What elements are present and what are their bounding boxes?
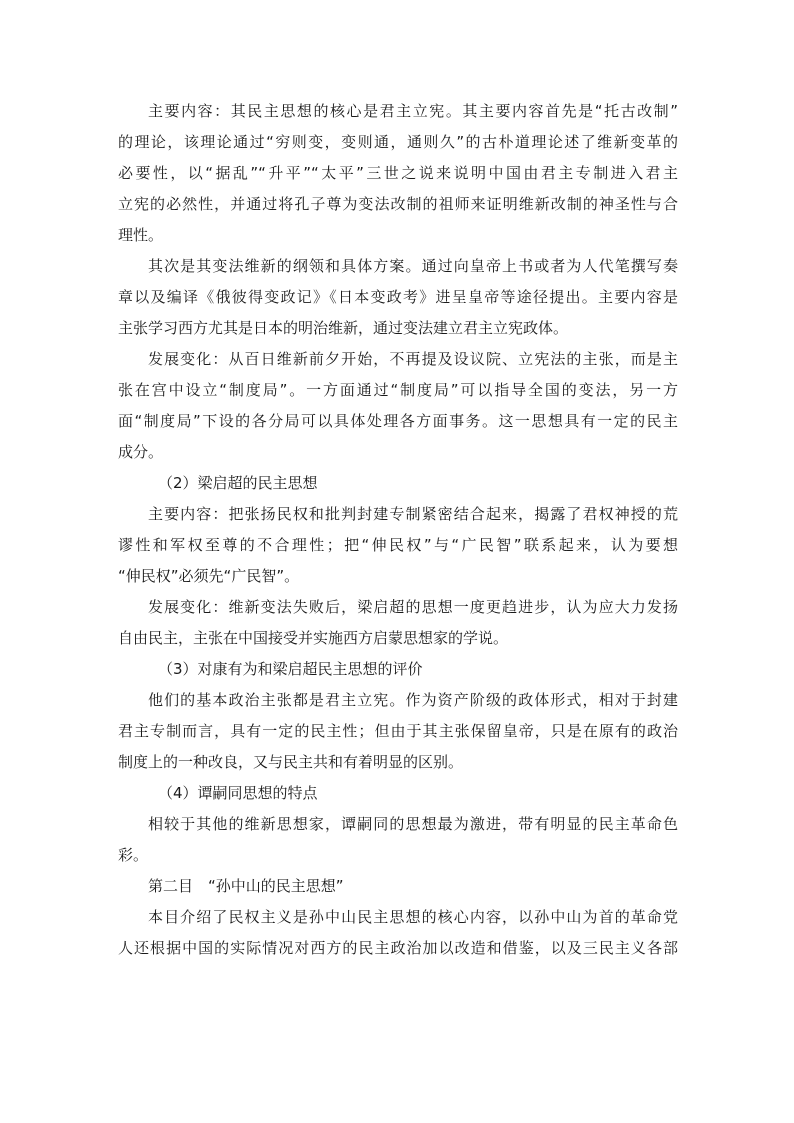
text-line: 本目介绍了民权主义是孙中山民主思想的核心内容，以孙中山为首的革命党 bbox=[148, 908, 678, 926]
text-line: 必要性，以“据乱”“升平”“太平”三世之说来说明中国由君主专制进入君主 bbox=[118, 164, 678, 182]
text-line: 人还根据中国的实际情况对西方的民主政治加以改造和借鉴，以及三民主义各部 bbox=[118, 939, 678, 957]
text-line: 相较于其他的维新思想家，谭嗣同的思想最为激进，带有明显的民主革命色 bbox=[148, 815, 678, 833]
text-line: 主张学习西方尤其是日本的明治维新，通过变法建立君主立宪政体。 bbox=[118, 319, 569, 337]
text-line: （3）对康有为和梁启超民主思想的评价 bbox=[158, 660, 423, 678]
text-line: 彩。 bbox=[118, 846, 149, 864]
text-line: 自由民主，主张在中国接受并实施西方启蒙思想家的学说。 bbox=[118, 629, 509, 647]
text-line: 君主专制而言，具有一定的民主性；但由于其主张保留皇帝，只是在原有的政治 bbox=[118, 722, 678, 740]
text-line: 理性。 bbox=[118, 226, 164, 244]
text-line: 发展变化：从百日维新前夕开始，不再提及设议院、立宪法的主张，而是主 bbox=[148, 350, 678, 368]
text-line: 谬性和军权至尊的不合理性；把“伸民权”与“广民智”联系起来，认为要想 bbox=[118, 536, 678, 554]
text-line: （4）谭嗣同思想的特点 bbox=[158, 784, 318, 802]
text-line: 制度上的一种改良，又与民主共和有着明显的区别。 bbox=[118, 753, 464, 771]
text-line: 其次是其变法维新的纲领和具体方案。通过向皇帝上书或者为人代笔撰写奏 bbox=[148, 257, 678, 275]
text-line: 第二目 “孙中山的民主思想” bbox=[148, 877, 344, 895]
text-line: 章以及编译《俄彼得变政记》《日本变政考》进呈皇帝等途径提出。主要内容是 bbox=[118, 288, 678, 306]
text-line: （2）梁启超的民主思想 bbox=[158, 474, 318, 492]
document-body bbox=[118, 96, 678, 964]
text-line: 立宪的必然性，并通过将孔子尊为变法改制的祖师来证明维新改制的神圣性与合 bbox=[118, 195, 678, 213]
text-line: 面“制度局”下设的各分局可以具体处理各方面事务。这一思想具有一定的民主 bbox=[118, 412, 678, 430]
text-line: 的理论，该理论通过“穷则变，变则通，通则久”的古朴道理论述了维新变革的 bbox=[118, 133, 678, 151]
text-line: 他们的基本政治主张都是君主立宪。作为资产阶级的政体形式，相对于封建 bbox=[148, 691, 678, 709]
text-line: 张在宫中设立“制度局”。一方面通过“制度局”可以指导全国的变法，另一方 bbox=[118, 381, 678, 399]
text-line: 成分。 bbox=[118, 443, 164, 461]
text-line: 主要内容：把张扬民权和批判封建专制紧密结合起来，揭露了君权神授的荒 bbox=[148, 505, 678, 523]
text-line: 发展变化：维新变法失败后，梁启超的思想一度更趋进步，认为应大力发扬 bbox=[148, 598, 678, 616]
text-line: 主要内容：其民主思想的核心是君主立宪。其主要内容首先是“托古改制” bbox=[148, 102, 678, 120]
text-line: “伸民权”必须先“广民智”。 bbox=[118, 567, 300, 585]
